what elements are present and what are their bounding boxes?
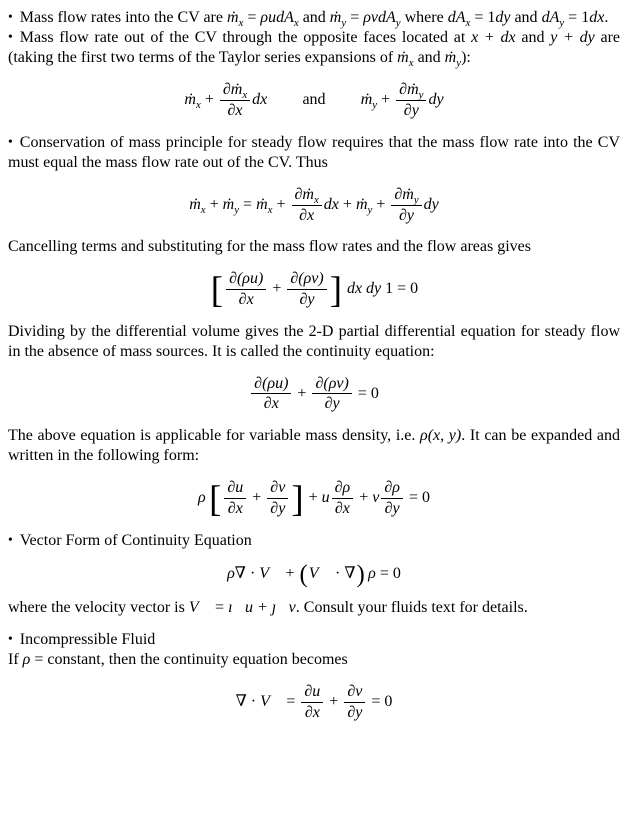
bullet-item-mass-flow-in (8, 8, 620, 28)
bullet-icon: • (8, 29, 13, 45)
paragraph-text: Conservation of mass principle for steady flow requires that the mass flow rate into the CV must equal the mass flow rate out of the CV. Thus (8, 133, 620, 171)
equation-continuity: $\frac{\partial(\rho u)}{\partial x}$ + $\frac{\partial(\rho v)}{\partial y}$ = 0 (8, 375, 620, 413)
equation-bracketed-dxdy: [ $\frac{\partial(\rho u)}{\partial x}$ + $\frac{\partial(\rho v)}{\partial y}$ ] dx dy 1 = 0 (210, 268, 419, 310)
bullet-item-conservation (8, 133, 620, 173)
paragraph-rho-constant: If ρ = constant, then the continuity equation becomes (8, 651, 348, 669)
paragraph-cancelling-terms: Cancelling terms and substituting for the mass flow rates and the flow areas gives (8, 238, 531, 256)
equation-incompressible-continuity: ∇ · V⃗ = $\frac{\partial u}{\partial x}$ + $\frac{\partial v}{\partial y}$ = 0 (235, 683, 393, 721)
paragraph-velocity-vector: where the velocity vector is V⃗ = ı⃗u + ȷ⃗v. Consult your fluids text for details. (8, 598, 528, 616)
paragraph-text: Incompressible Fluid (19, 630, 156, 648)
equation-mass-balance: ṁ$_x$ + ṁ$_y$ = ṁ$_x$ + $\frac{\partial ṁ_x}{\partial x}$ dx + ṁ$_y$ + $\frac{\partial ṁ_y}{\partial y}$ dy (189, 185, 439, 224)
bullet-item-incompressible (8, 630, 620, 650)
paragraph-text: Mass flow rates into the CV are ṁ$_x$ = ρudA$_x$ and ṁ$_y$ = ρvdA$_y$ where $dA_x = 1dy$ and $dA_y = 1dx$. (19, 9, 609, 30)
paragraph-text: Mass flow rate out of the CV through the opposite faces located at x + dx and y + dy are (taking the first two terms of the Taylor series expansions of ṁ$_x$ and ṁ$_y$): (8, 29, 621, 70)
equation-vector-continuity: ρ∇ · V⃗ + (V⃗ · ∇) ρ = 0 (227, 560, 401, 588)
paragraph-text: Vector Form of Continuity Equation (19, 531, 252, 549)
equation-expanded-form: ρ [ $\frac{\partial u}{\partial x}$ + $\frac{\partial v}{\partial y}$ ] + u $\frac{\partial\rho}{\partial x}$ + v $\frac{\partial\rho}{\partial y}$ = 0 (198, 477, 430, 519)
equation-taylor-terms: ṁ$_x$ + $\frac{\partial ṁ_x}{\partial x}$ dx and ṁ$_y$ + $\frac{\partial ṁ_y}{\partial y}$ dy (184, 81, 444, 120)
paragraph-variable-density: The above equation is applicable for variable mass density, i.e. ρ(x, y). It can be expanded and written in the following form: (8, 427, 621, 465)
bullet-item-mass-flow-out (8, 28, 620, 68)
bullet-icon: • (8, 133, 13, 149)
paragraph-dividing-volume: Dividing by the differential volume gives the 2-D partial differential equation for steady flow in the absence of mass sources. It is called the continuity equation: (8, 322, 620, 360)
bullet-icon: • (8, 9, 13, 24)
bullet-icon: • (8, 630, 13, 646)
bullet-icon: • (8, 531, 13, 547)
bullet-item-vector-form (8, 531, 620, 551)
